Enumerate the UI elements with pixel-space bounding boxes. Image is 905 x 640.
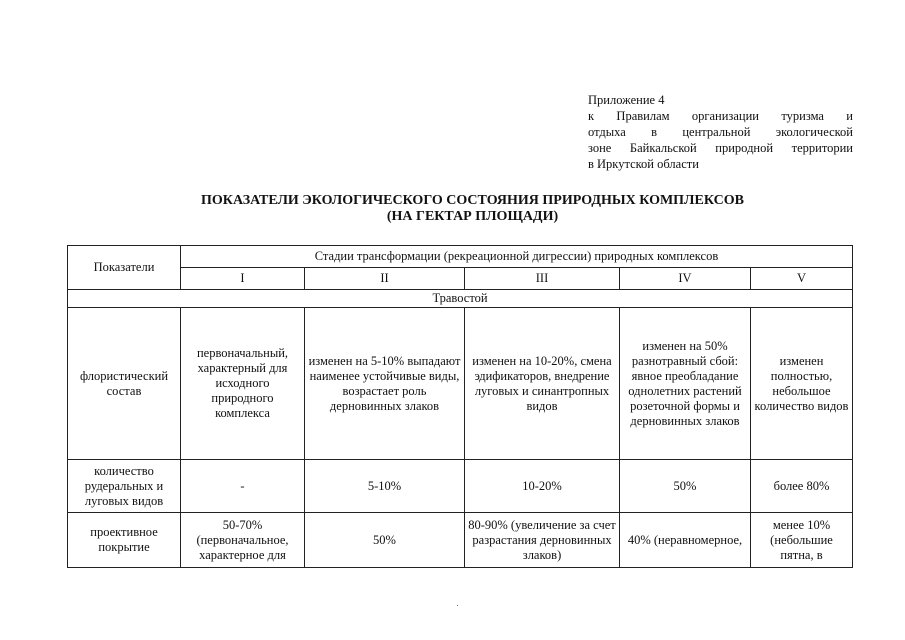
table-cell: 50% [305,513,465,568]
row-label: количество рудеральных и луговых видов [68,460,181,513]
table-cell: более 80% [751,460,853,513]
indicators-table [67,245,853,568]
table-cell: изменен на 5-10% выпадают наименее устойчивые виды, возрастает роль дерновинных злаков [305,308,465,460]
appendix-line: отдыха в центральной экологической [588,125,853,139]
title-line: ПОКАЗАТЕЛИ ЭКОЛОГИЧЕСКОГО СОСТОЯНИЯ ПРИРОДНЫХ КОМПЛЕКСОВ [201,193,744,208]
table-cell: 5-10% [305,460,465,513]
table-cell: первоначальный, характерный для исходного природного комплекса [181,308,305,460]
table-cell: изменен на 50% разнотравный сбой: явное преобладание однолетних растений розеточной формы и дерновинных злаков [620,308,751,460]
table-cell: 80-90% (увеличение за счет разрастания дерновинных злаков) [465,513,620,568]
table-cell: - [181,460,305,513]
stages-header: Стадии трансформации (рекреационной дигрессии) природных комплексов [181,246,853,268]
table-cell: изменен на 10-20%, смена эдификаторов, внедрение луговых и синантропных видов [465,308,620,460]
scan-speck [457,605,458,606]
table-cell: 50-70% (первоначальное, характерное для [181,513,305,568]
section-header: Травостой [68,290,853,308]
title-line: (НА ГЕКТАР ПЛОЩАДИ) [386,209,559,224]
stage-header: II [305,268,465,290]
stage-header: IV [620,268,751,290]
appendix-line: Приложение 4 [588,93,665,107]
appendix-line: в Иркутской области [588,157,699,171]
stage-header: V [751,268,853,290]
appendix-line: к Правилам организации туризма и [588,109,853,123]
indicator-header: Показатели [68,246,181,290]
table-cell: 50% [620,460,751,513]
table-cell: изменен полностью, небольшое количество видов [751,308,853,460]
table-row [68,513,853,568]
table-cell: 40% (неравномерное, [620,513,751,568]
table-row [68,460,853,513]
row-label: флористический состав [68,308,181,460]
stage-header: III [465,268,620,290]
table-cell: 10-20% [465,460,620,513]
row-label: проективное покрытие [68,513,181,568]
document-title [120,193,825,225]
table-cell: менее 10% (небольшие пятна, в [751,513,853,568]
appendix-line: зоне Байкальской природной территории [588,141,853,155]
appendix-note [588,92,853,172]
table-row [68,308,853,460]
stage-header: I [181,268,305,290]
